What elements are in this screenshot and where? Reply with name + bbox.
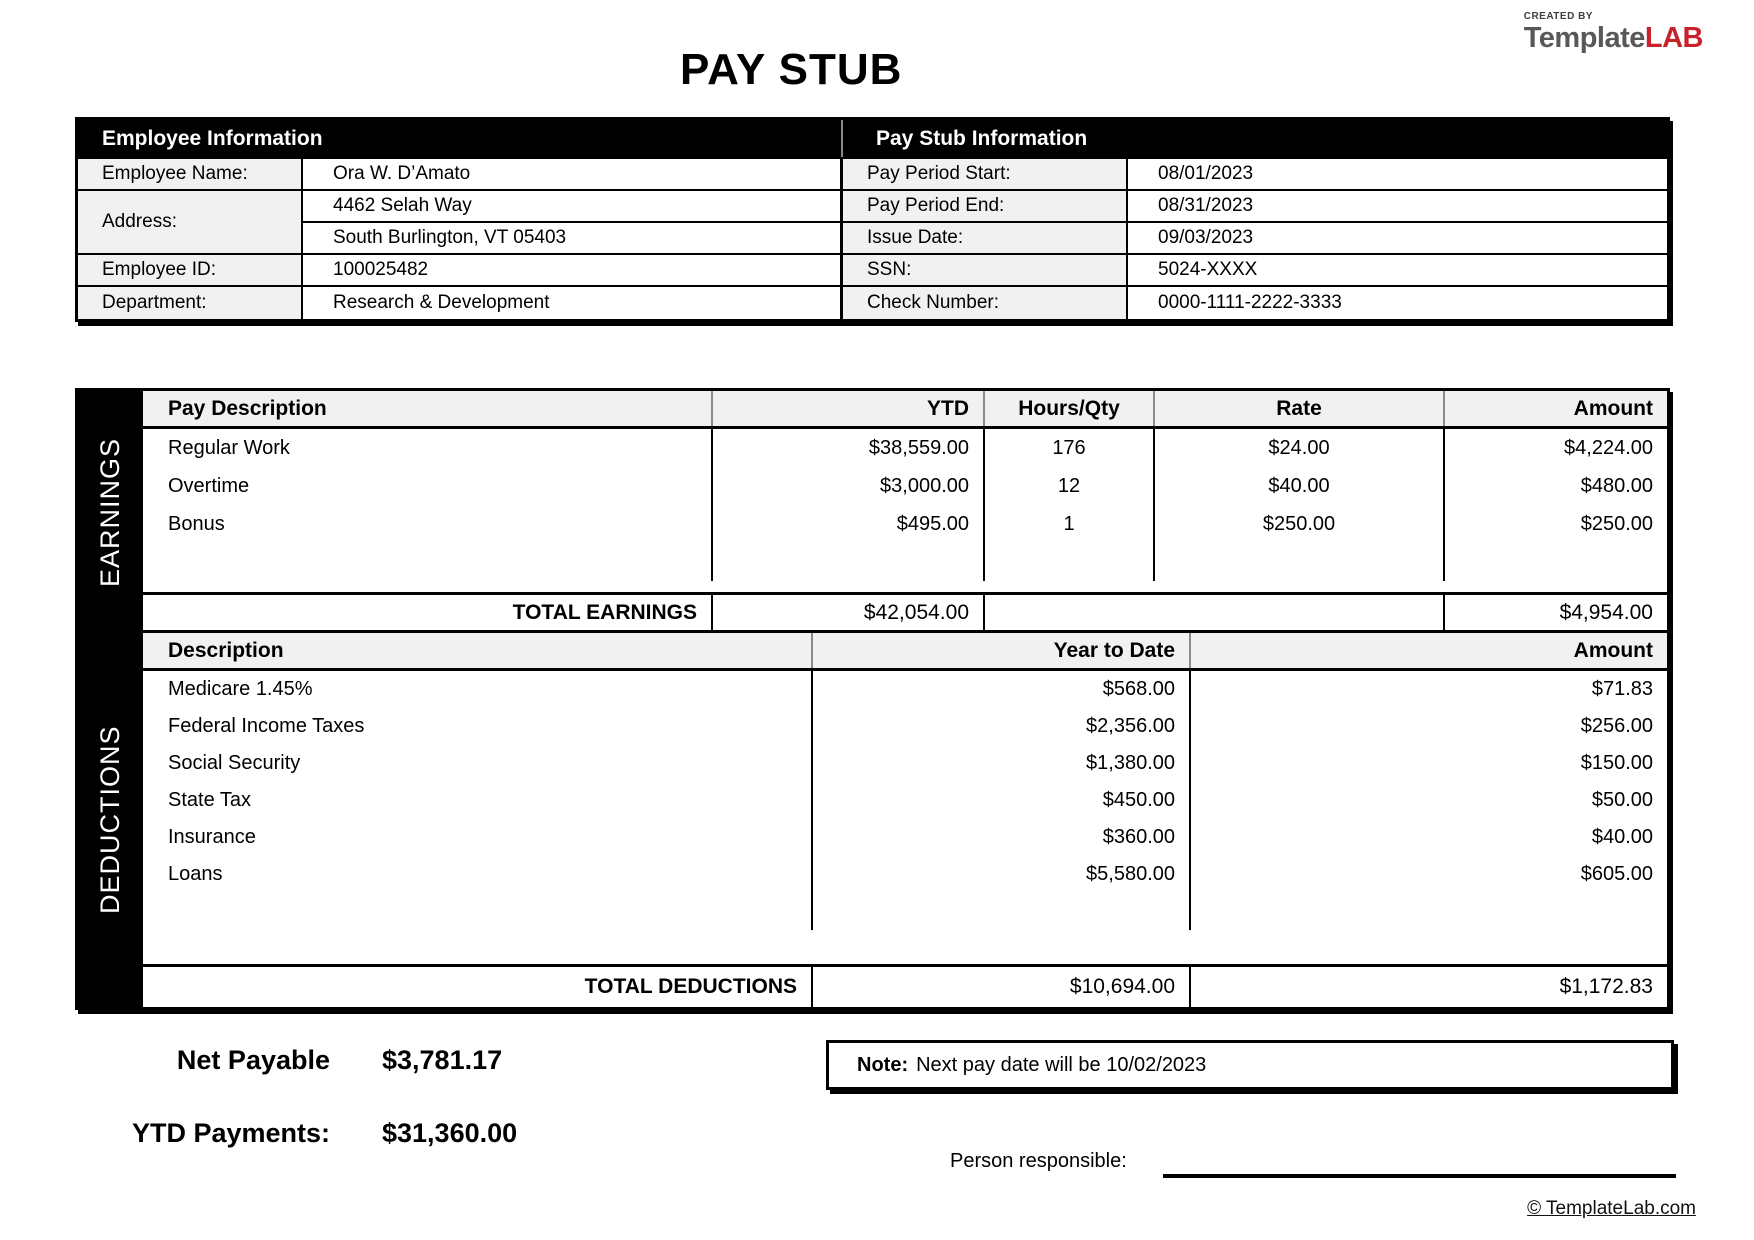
ssn-label: SSN: xyxy=(843,253,1128,285)
earnings-row-desc: Overtime xyxy=(143,467,713,505)
net-payable-line xyxy=(75,1045,502,1076)
department-value: Research & Development xyxy=(303,285,843,319)
person-responsible-signature-line[interactable] xyxy=(1163,1156,1676,1178)
deductions-filler-cell xyxy=(1191,893,1667,930)
deductions-header-amount: Amount xyxy=(1573,638,1653,662)
total-earnings-label: TOTAL EARNINGS xyxy=(143,595,713,630)
deduction-row-ytd: $450.00 xyxy=(813,782,1191,819)
deductions-header-year-to-date: Year to Date xyxy=(813,633,1191,668)
deduction-row-ytd: $2,356.00 xyxy=(813,708,1191,745)
pay-period-start-label: Pay Period Start: xyxy=(843,157,1128,189)
deduction-row-amount: $150.00 xyxy=(1580,752,1653,774)
pay-period-end-value: 08/31/2023 xyxy=(1128,189,1667,221)
total-deductions-row xyxy=(143,967,1667,1007)
total-deductions-label: TOTAL DEDUCTIONS xyxy=(143,967,813,1007)
deductions-header-row xyxy=(143,633,1667,671)
copyright-link[interactable]: © TemplateLab.com xyxy=(1527,1198,1696,1219)
deduction-row-desc: Loans xyxy=(143,856,813,893)
ytd-payments-label: YTD Payments: xyxy=(131,1118,330,1148)
check-number-value: 0000-1111-2222-3333 xyxy=(1128,285,1667,319)
page-title: PAY STUB xyxy=(680,45,903,94)
logo-brand xyxy=(1524,24,1703,53)
deduction-row-desc: Federal Income Taxes xyxy=(143,708,813,745)
earnings-row-rate: $250.00 xyxy=(1155,505,1445,543)
templatelab-logo xyxy=(1524,12,1703,53)
logo-brand-lab: LAB xyxy=(1644,22,1703,54)
earnings-filler-cell xyxy=(1155,543,1445,581)
earnings-row-hours: 1 xyxy=(985,505,1155,543)
deduction-row-ytd: $568.00 xyxy=(813,671,1191,708)
deduction-row-amount: $40.00 xyxy=(1591,826,1653,848)
earnings-row-desc: Bonus xyxy=(143,505,713,543)
deductions-header-description: Description xyxy=(143,633,813,668)
deduction-row-amount: $256.00 xyxy=(1580,715,1653,737)
employee-id-label: Employee ID: xyxy=(78,253,303,285)
earnings-row-desc: Regular Work xyxy=(143,429,713,467)
earnings-row-rate: $40.00 xyxy=(1155,467,1445,505)
earnings-header-row xyxy=(143,391,1667,429)
address-line2: South Burlington, VT 05403 xyxy=(303,221,843,253)
employee-name-label: Employee Name: xyxy=(78,157,303,189)
earnings-row-amount: $4,224.00 xyxy=(1564,436,1653,459)
deduction-row-ytd: $360.00 xyxy=(813,819,1191,856)
deduction-row-desc: State Tax xyxy=(143,782,813,819)
block-content xyxy=(143,391,1667,1007)
total-earnings-row xyxy=(143,595,1667,633)
net-payable-value: $3,781.17 xyxy=(382,1045,503,1075)
logo-created-by: CREATED BY xyxy=(1523,11,1593,22)
earnings-header-hours-qty: Hours/Qty xyxy=(985,391,1155,426)
earnings-filler-cell xyxy=(713,543,985,581)
earnings-filler-cell xyxy=(985,543,1155,581)
earnings-body xyxy=(143,429,1667,595)
deduction-row-amount: $605.00 xyxy=(1580,863,1653,885)
issue-date-label: Issue Date: xyxy=(843,221,1128,253)
deduction-row-ytd: $5,580.00 xyxy=(813,856,1191,893)
earnings-row-amount: $480.00 xyxy=(1580,474,1653,497)
deduction-row-desc: Social Security xyxy=(143,745,813,782)
issue-date-value: 09/03/2023 xyxy=(1128,221,1667,253)
ytd-payments-line xyxy=(75,1118,517,1149)
earnings-row-ytd: $38,559.00 xyxy=(713,429,985,467)
earnings-row-hours: 176 xyxy=(985,429,1155,467)
net-payable-label: Net Payable xyxy=(176,1045,330,1075)
department-label: Department: xyxy=(78,285,303,319)
total-earnings-spacer xyxy=(985,595,1445,630)
earnings-header-rate: Rate xyxy=(1155,391,1445,426)
earnings-deductions-block xyxy=(75,388,1670,1010)
deductions-body xyxy=(143,671,1667,967)
paystub-info-header: Pay Stub Information xyxy=(843,120,1667,157)
person-responsible-label: Person responsible: xyxy=(950,1150,1127,1172)
earnings-header-pay-description: Pay Description xyxy=(143,391,713,426)
deductions-section-label: DEDUCTIONS xyxy=(95,725,125,915)
total-deductions-amount: $1,172.83 xyxy=(1559,975,1653,998)
earnings-header-amount: Amount xyxy=(1573,396,1653,420)
ytd-payments-value: $31,360.00 xyxy=(382,1118,518,1148)
deduction-row-desc: Medicare 1.45% xyxy=(143,671,813,708)
earnings-filler-cell xyxy=(1445,543,1667,581)
address-label: Address: xyxy=(78,189,303,253)
total-earnings-ytd: $42,054.00 xyxy=(713,595,985,630)
earnings-header-ytd: YTD xyxy=(713,391,985,426)
earnings-filler-cell xyxy=(143,543,713,581)
address-line1: 4462 Selah Way xyxy=(303,189,843,221)
note-label: Note: xyxy=(857,1053,909,1076)
earnings-row-hours: 12 xyxy=(985,467,1155,505)
section-side-rail xyxy=(78,391,143,1007)
deduction-row-ytd: $1,380.00 xyxy=(813,745,1191,782)
deductions-filler-cell xyxy=(813,893,1191,930)
earnings-row-ytd: $3,000.00 xyxy=(713,467,985,505)
pay-period-start-value: 08/01/2023 xyxy=(1128,157,1667,189)
earnings-row-rate: $24.00 xyxy=(1155,429,1445,467)
logo-brand-template: Template xyxy=(1523,22,1645,54)
employee-name-value: Ora W. D’Amato xyxy=(303,157,843,189)
earnings-section-label: EARNINGS xyxy=(95,437,125,587)
earnings-row-ytd: $495.00 xyxy=(713,505,985,543)
deduction-row-amount: $71.83 xyxy=(1591,678,1653,700)
info-table xyxy=(75,117,1670,322)
employee-info-header: Employee Information xyxy=(78,120,843,157)
earnings-row-amount: $250.00 xyxy=(1580,512,1653,535)
check-number-label: Check Number: xyxy=(843,285,1128,319)
total-earnings-amount: $4,954.00 xyxy=(1559,600,1653,624)
deduction-row-desc: Insurance xyxy=(143,819,813,856)
ssn-value: 5024-XXXX xyxy=(1128,253,1667,285)
deductions-filler-cell xyxy=(143,893,813,930)
total-deductions-ytd: $10,694.00 xyxy=(813,967,1191,1007)
note-text: Next pay date will be 10/02/2023 xyxy=(916,1053,1207,1076)
note-box xyxy=(826,1040,1674,1090)
deduction-row-amount: $50.00 xyxy=(1591,789,1653,811)
pay-period-end-label: Pay Period End: xyxy=(843,189,1128,221)
employee-id-value: 100025482 xyxy=(303,253,843,285)
